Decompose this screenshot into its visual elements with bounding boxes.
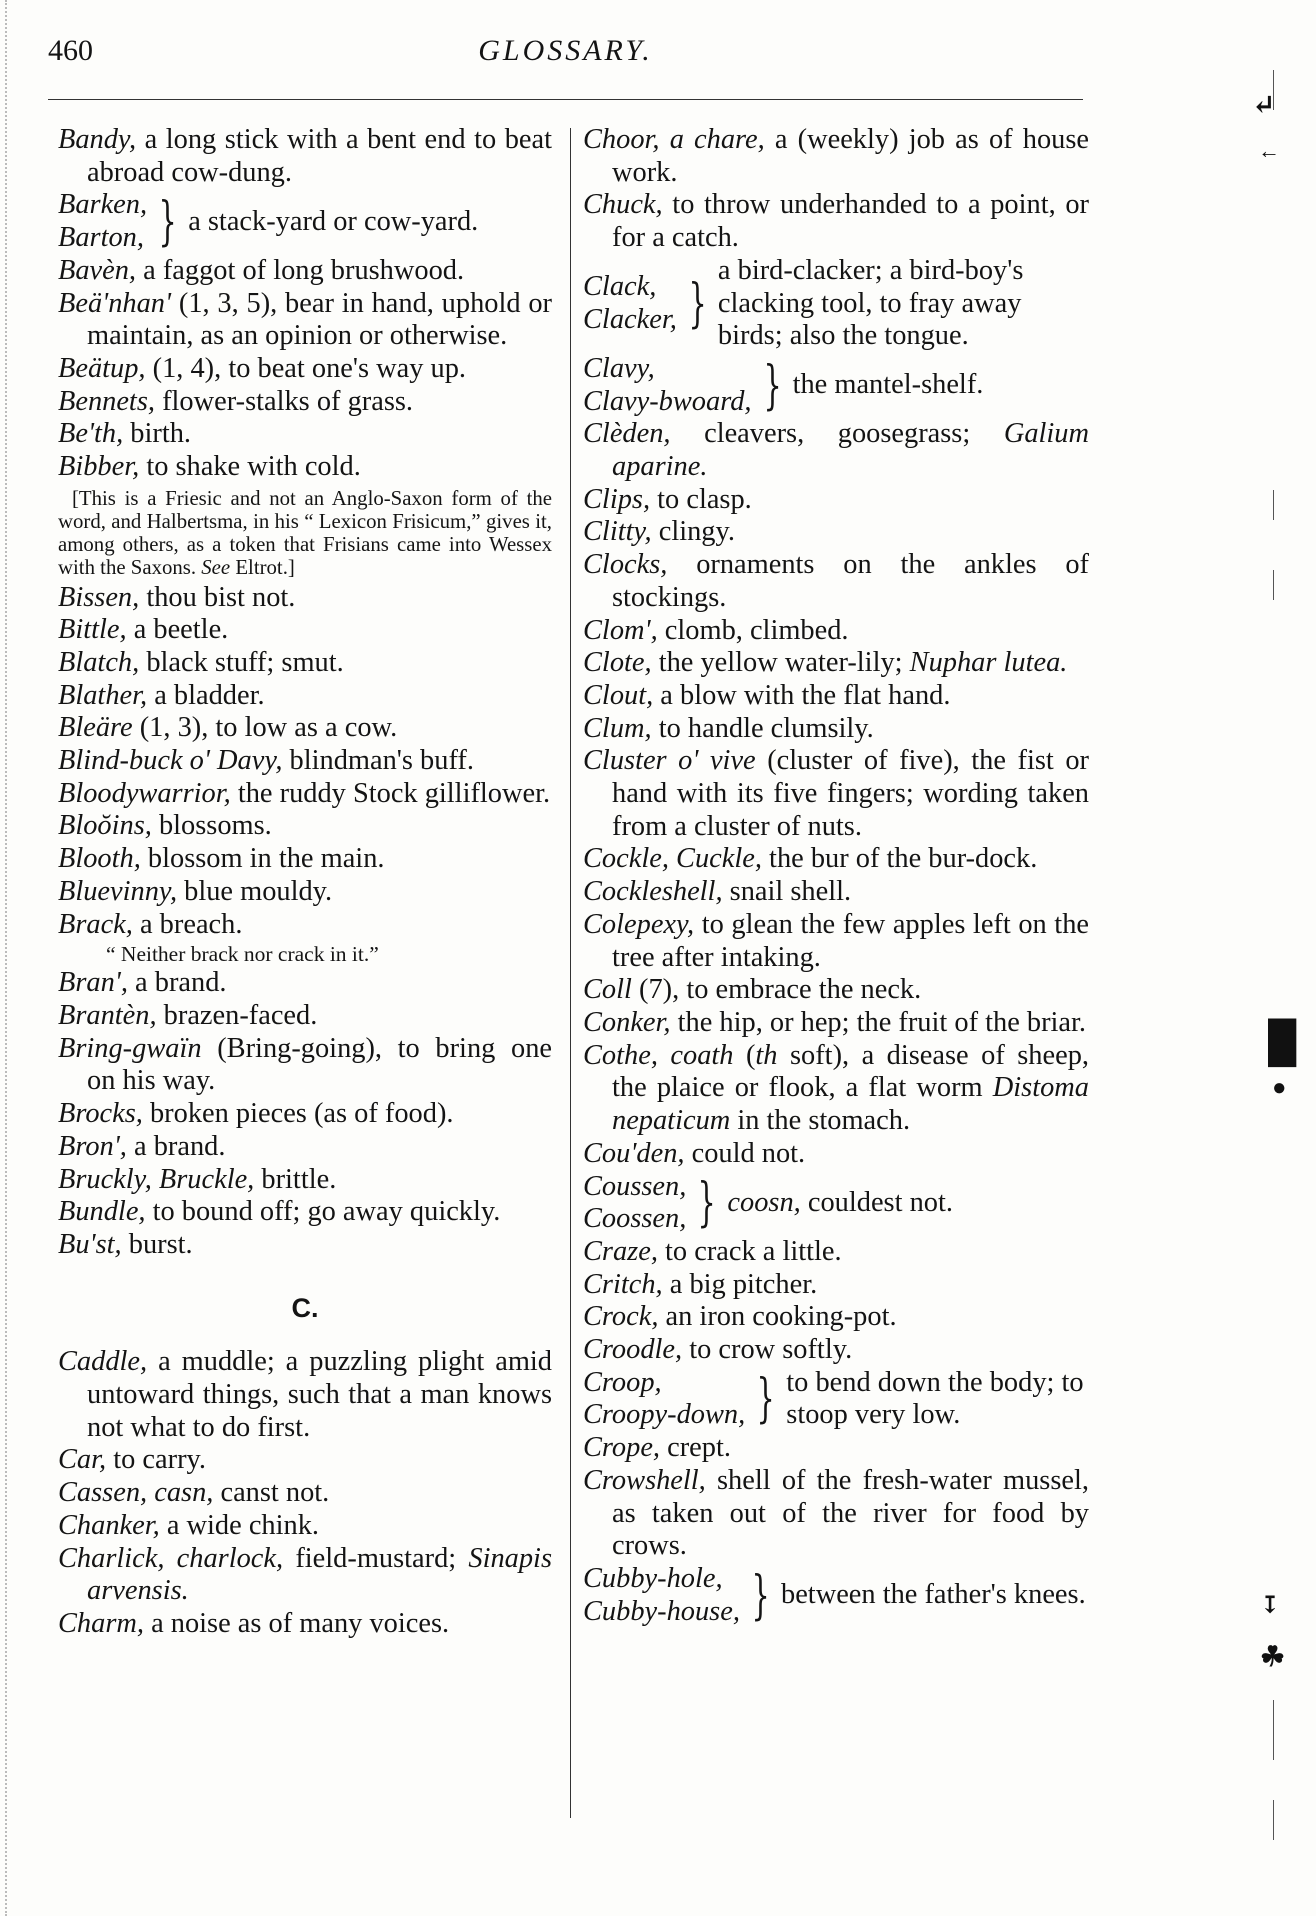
headword: Blather,	[58, 679, 148, 711]
italic-term: Distoma nepaticum	[612, 1072, 1089, 1137]
margin-blot: ↵	[1252, 90, 1276, 121]
headword: Crock,	[583, 1301, 659, 1333]
glossary-entry	[583, 876, 1089, 909]
headword: Cubby-hole,	[583, 1562, 723, 1594]
glossary-entry	[583, 516, 1089, 549]
definition-text: a faggot of long brushwood.	[136, 254, 465, 286]
italic-term: Galium aparine.	[612, 418, 1089, 483]
glossary-entry-pair	[58, 189, 552, 254]
glossary-entry	[58, 647, 552, 680]
definition-text: brittle.	[254, 1163, 337, 1195]
definition-text: a blow with the flat hand.	[653, 679, 951, 711]
headword: Croodle,	[583, 1334, 683, 1366]
glossary-entry	[58, 1444, 552, 1477]
glossary-entry	[583, 1301, 1089, 1334]
definition-text: to clasp.	[650, 483, 752, 515]
definition-text: (1, 3, 5), bear in hand, uphold or maintain, as an opinion or otherwise.	[87, 287, 552, 352]
headword: Bron',	[58, 1130, 127, 1162]
glossary-entry	[58, 582, 552, 615]
glossary-entry	[583, 1040, 1089, 1138]
glossary-entry	[58, 909, 552, 942]
definition-text: to beat one's way up.	[228, 352, 467, 384]
brace-glyph: }	[158, 192, 177, 253]
glossary-entry	[58, 1131, 552, 1164]
definition-text: to glean the few apples left on the tree after intaking.	[612, 908, 1089, 973]
brace-glyph: }	[762, 355, 782, 416]
glossary-entry	[583, 647, 1089, 680]
definition-text: (Bring-going), to bring one on his way.	[87, 1032, 552, 1097]
left-column	[58, 124, 552, 1641]
definition-text: between the father's knees.	[781, 1579, 1086, 1611]
binding-edge	[5, 0, 7, 1916]
glossary-entry	[58, 1608, 552, 1641]
headword: Clocks,	[583, 549, 668, 581]
italic-term: Bruckle,	[151, 1163, 255, 1195]
definition-text: canst not.	[213, 1477, 330, 1509]
margin-tick	[1273, 570, 1274, 600]
definition-text: burst.	[121, 1228, 193, 1260]
glossary-entry	[58, 1164, 552, 1197]
headword: Bu'st,	[58, 1228, 122, 1260]
glossary-entry	[58, 1346, 552, 1444]
headword: Barken,	[58, 189, 148, 221]
headword: Choor,	[583, 124, 660, 155]
glossary-entry	[583, 909, 1089, 974]
glossary-entry	[58, 288, 552, 353]
headword-group	[583, 1171, 686, 1236]
definition-text: a muddle; a puzzling plight amid untoward things, such that a man knows not what to do first.	[87, 1346, 552, 1443]
headword: Cockleshell,	[583, 876, 723, 908]
headword: Chanker,	[58, 1509, 160, 1541]
glossary-entry	[58, 124, 552, 189]
glossary-entry	[583, 1138, 1089, 1171]
page-header	[48, 34, 1083, 82]
definition-text: crept.	[660, 1432, 731, 1464]
glossary-entry	[583, 1007, 1089, 1040]
headword: Coussen,	[583, 1170, 687, 1202]
definition-text: (7), to embrace the neck.	[631, 974, 922, 1006]
headword: Coossen,	[583, 1203, 687, 1235]
headword: Cou'den,	[583, 1137, 685, 1169]
headword: Bissen,	[58, 581, 140, 613]
italic-term: up,	[110, 352, 146, 384]
headword: Clum,	[583, 712, 652, 744]
headword: Clout,	[583, 679, 654, 711]
definition-text: a long stick with a bent end to beat abroad cow-dung.	[87, 124, 552, 188]
definition	[727, 1187, 1089, 1220]
headword: Be'th,	[58, 418, 124, 450]
definition-text: could not.	[684, 1137, 806, 1169]
headword-group	[583, 271, 677, 336]
margin-blot: ☘	[1260, 1642, 1286, 1673]
definition-text: brazen-faced.	[156, 999, 318, 1031]
headword: Blooth,	[58, 843, 141, 875]
headword: Beä'nhan'	[58, 287, 172, 319]
column-divider	[570, 128, 571, 1818]
italic-term: Nuphar lutea.	[909, 647, 1068, 679]
glossary-entry	[58, 843, 552, 876]
definition-text: a (weekly) job as of house work.	[612, 124, 1089, 188]
brace-glyph: }	[756, 1369, 775, 1430]
definition	[188, 206, 552, 239]
glossary-entry	[583, 484, 1089, 517]
headword: Cubby-house,	[583, 1595, 740, 1627]
definition-text: cleavers, goosegrass;	[670, 418, 1004, 450]
margin-blot: ●	[1272, 1075, 1287, 1101]
glossary-entry	[58, 745, 552, 778]
margin-tick	[1273, 490, 1274, 520]
headword: Charlick,	[58, 1542, 165, 1574]
definition	[793, 369, 1089, 402]
definition-text: birth.	[123, 418, 192, 450]
glossary-entry-pair	[583, 353, 1089, 418]
margin-tick	[1273, 1800, 1274, 1840]
definition-text: the hip, or hep; the fruit of the briar.	[670, 1006, 1087, 1038]
definition	[781, 1579, 1089, 1612]
glossary-entry	[58, 1510, 552, 1543]
headword: Clack,	[583, 271, 657, 303]
headword: Bluevinny,	[58, 875, 178, 907]
definition	[718, 255, 1089, 353]
headword: Clote,	[583, 647, 652, 679]
glossary-entry	[583, 418, 1089, 483]
headword: Bloŏins,	[58, 810, 152, 842]
definition-text: to handle clumsily.	[651, 712, 874, 744]
definition-text: a bird-clacker; a bird-boy's clacking tool, to fray away birds; also the tongue.	[717, 254, 1024, 352]
glossary-entry	[58, 1477, 552, 1510]
definition-text: the yellow water-lily;	[651, 647, 910, 679]
glossary-entry	[58, 1000, 552, 1033]
headword: Clips,	[583, 483, 651, 515]
headword-group	[583, 1563, 740, 1628]
page-number: 460	[48, 34, 93, 67]
glossary-entry	[58, 614, 552, 647]
headword: Coll	[583, 974, 632, 1006]
margin-blot: ↧	[1260, 1593, 1281, 1619]
headword: Charm,	[58, 1607, 144, 1639]
italic-term: charlock,	[164, 1542, 284, 1574]
definition-text: field-mustard;	[283, 1542, 469, 1574]
glossary-entry	[58, 876, 552, 909]
headword: Brack,	[58, 908, 133, 940]
definition-text: a brand.	[127, 967, 227, 999]
headword: Clacker,	[583, 303, 677, 335]
glossary-entry	[583, 189, 1089, 254]
definition-text: blossoms.	[151, 810, 272, 842]
definition-text: shell of the fresh-water mussel, as taken out of the river for food by crows.	[612, 1464, 1089, 1562]
margin-marks	[1220, 0, 1316, 1916]
headword: Beät	[58, 352, 111, 384]
headword-group	[58, 189, 147, 254]
headword: Bibber,	[58, 451, 140, 483]
glossary-entry	[583, 1236, 1089, 1269]
definition-italic: coosn,	[727, 1186, 801, 1218]
editorial-note	[58, 487, 552, 580]
glossary-entry	[58, 680, 552, 713]
margin-blot: █	[1268, 1019, 1297, 1064]
headword: Cothe,	[583, 1039, 658, 1071]
brace-glyph: }	[751, 1565, 770, 1626]
headword: Craze,	[583, 1235, 658, 1267]
headword-group	[583, 353, 752, 418]
headword: Car,	[58, 1444, 107, 1476]
glossary-entry	[58, 778, 552, 811]
headword: Croopy-down,	[583, 1399, 746, 1431]
running-title: GLOSSARY.	[478, 34, 653, 67]
definition-text: a breach.	[132, 908, 243, 940]
definition-text: to bend down the body; to stoop very low.	[786, 1366, 1084, 1431]
headword: Cassen,	[58, 1477, 148, 1509]
headword: Croop,	[583, 1366, 662, 1398]
glossary-entry	[58, 451, 552, 484]
glossary-entry-pair	[583, 255, 1089, 353]
glossary-entry-pair	[583, 1171, 1089, 1236]
definition-text: to crow softly.	[682, 1334, 853, 1366]
definition-text: clingy.	[651, 516, 735, 548]
headword: Bittle,	[58, 614, 127, 646]
definition-text: thou bist not.	[139, 581, 296, 613]
glossary-entry	[583, 615, 1089, 648]
headword: Bavèn,	[58, 254, 137, 286]
definition-text: a brand.	[126, 1130, 226, 1162]
definition-text: blindman's buff.	[282, 745, 474, 777]
definition-text: to throw underhanded to a point, or for a catch.	[612, 189, 1089, 254]
glossary-entry	[58, 810, 552, 843]
margin-tick	[1273, 1700, 1274, 1760]
margin-tick	[1273, 70, 1274, 110]
definition-text: a noise as of many voices.	[143, 1607, 450, 1639]
definition-text: (1, 4),	[145, 352, 229, 384]
glossary-entry	[58, 1196, 552, 1229]
headword: Chuck,	[583, 189, 663, 221]
glossary-entry	[58, 1098, 552, 1131]
definition-text: a stack-yard or cow-yard.	[188, 205, 479, 237]
glossary-entry	[583, 974, 1089, 1007]
definition-text: a bladder.	[147, 679, 265, 711]
definition-text: soft), a disease of sheep, the plaice or flook, a flat worm	[612, 1039, 1089, 1104]
definition-text: blossom in the main.	[140, 843, 385, 875]
note-text: Eltrot.]	[230, 556, 295, 580]
headword: Bring-gwaïn	[58, 1032, 202, 1064]
headword: Bennets,	[58, 385, 155, 417]
headword: Bruckly,	[58, 1163, 152, 1195]
definition-text: the mantel-shelf.	[792, 369, 984, 401]
definition-text: blue mouldy.	[177, 875, 333, 907]
glossary-entry	[58, 1543, 552, 1608]
example-quote: “ Neither brack nor crack in it.”	[106, 942, 379, 967]
headword: Blind-buck o' Davy,	[58, 745, 283, 777]
glossary-entry	[583, 713, 1089, 746]
italic-term: Cuckle,	[668, 843, 762, 875]
glossary-entry	[583, 549, 1089, 614]
definition-text: the bur of the bur-dock.	[761, 843, 1038, 875]
headword: Clèden,	[583, 418, 671, 450]
headword: Conker,	[583, 1006, 671, 1038]
italic-term: casn,	[147, 1477, 214, 1509]
definition-text: in the stomach.	[730, 1105, 911, 1137]
headword: Colepexy,	[583, 908, 695, 940]
definition-text: a beetle.	[126, 614, 229, 646]
glossary-entry	[58, 353, 552, 386]
definition-text: a wide chink.	[159, 1509, 319, 1541]
brace-glyph: }	[697, 1173, 716, 1234]
headword: Brocks,	[58, 1098, 143, 1130]
headword: Crope,	[583, 1432, 661, 1464]
definition-text: broken pieces (as of food).	[142, 1098, 454, 1130]
headword: Clavy,	[583, 352, 655, 384]
definition-text: clomb, climbed.	[657, 614, 849, 646]
definition-text: to carry.	[106, 1444, 206, 1476]
headword: Barton,	[58, 222, 144, 254]
headword-group	[583, 1367, 745, 1432]
glossary-entry	[58, 967, 552, 1000]
definition-text: to shake with cold.	[139, 451, 361, 483]
glossary-entry	[583, 124, 1089, 189]
italic-term: a chare,	[659, 124, 765, 155]
right-column	[583, 124, 1089, 1628]
definition	[786, 1367, 1089, 1432]
glossary-entry	[58, 418, 552, 451]
definition-text: couldest not.	[800, 1186, 953, 1218]
headword: Crowshell,	[583, 1464, 706, 1496]
definition-text: ornaments on the ankles of stockings.	[612, 549, 1089, 613]
glossary-entry	[58, 1229, 552, 1262]
definition-text: an iron cooking-pot.	[658, 1301, 897, 1333]
glossary-entry	[583, 843, 1089, 876]
headword: Bandy,	[58, 124, 137, 155]
glossary-entry	[58, 712, 552, 745]
glossary-entry	[58, 386, 552, 419]
glossary-entry	[583, 680, 1089, 713]
glossary-entry	[583, 1269, 1089, 1302]
definition-text: (1, 3), to low as a cow.	[132, 712, 398, 744]
definition-text: black stuff; smut.	[139, 646, 344, 678]
headword: Critch,	[583, 1268, 663, 1300]
headword: Clavy-bwoard,	[583, 385, 752, 417]
definition-text: snail shell.	[722, 876, 852, 908]
definition-text: flower-stalks of grass.	[154, 385, 414, 417]
headword: Cluster o' vive	[583, 745, 756, 777]
glossary-entry	[583, 1465, 1089, 1563]
headword: Bran',	[58, 967, 128, 999]
glossary-entry	[583, 1334, 1089, 1367]
glossary-entry-pair	[583, 1563, 1089, 1628]
definition-text: (	[733, 1039, 756, 1071]
headword: Cockle,	[583, 843, 669, 875]
headword: Clitty,	[583, 516, 652, 548]
note-text: [This is a Friesic and not an Anglo-Saxon form of the word, and Halbertsma, in his “ Lexicon Frisicum,” gives it, among others, as a token that Frisians came into Wessex with the Saxons.	[58, 486, 552, 580]
headword: Clom',	[583, 614, 658, 646]
glossary-entry	[583, 1432, 1089, 1465]
note-text: See	[201, 556, 231, 580]
glossary-entry	[58, 1033, 552, 1098]
margin-blot: ←	[1258, 138, 1280, 163]
italic-term: coath	[657, 1039, 734, 1071]
definition-text: (cluster of five), the fist or hand with its five fingers; wording taken from a cluster of nuts.	[612, 745, 1089, 842]
italic-term: th	[755, 1039, 778, 1071]
header-rule	[48, 99, 1083, 100]
definition-text: a big pitcher.	[662, 1268, 818, 1300]
headword: Bundle,	[58, 1196, 146, 1228]
headword: Bloodywarrior,	[58, 777, 231, 809]
definition-text: to crack a little.	[657, 1235, 842, 1267]
headword: Bleäre	[58, 712, 133, 744]
headword: Brantèn,	[58, 999, 157, 1031]
headword: Blatch,	[58, 646, 140, 678]
glossary-entry	[58, 255, 552, 288]
brace-glyph: }	[688, 273, 707, 334]
italic-term: Sinapis arvensis.	[87, 1542, 552, 1607]
section-letter: C.	[291, 1292, 319, 1323]
glossary-entry	[583, 745, 1089, 843]
definition-text: to bound off; go away quickly.	[145, 1196, 501, 1228]
glossary-entry-pair	[583, 1367, 1089, 1432]
headword: Caddle,	[58, 1346, 148, 1378]
definition-text: the ruddy Stock gilliflower.	[230, 777, 551, 809]
